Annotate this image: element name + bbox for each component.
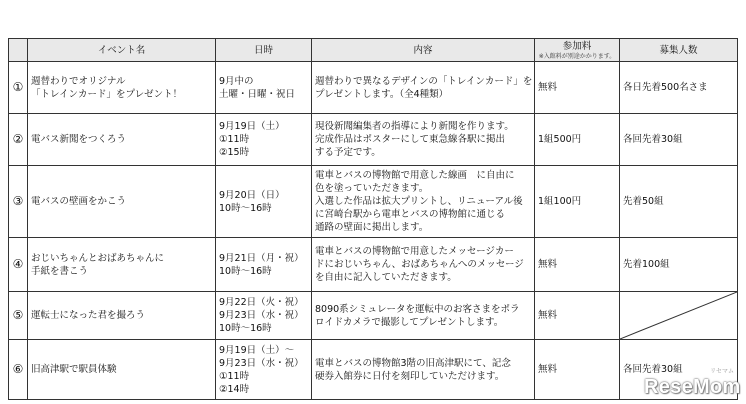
content-line: ドにおじいちゃん、おばあちゃんへのメッセージ: [315, 259, 524, 270]
date-cell: [216, 238, 312, 292]
header-date: 日時: [216, 39, 312, 62]
event-name-line: 電バスの壁画をかこう: [31, 196, 127, 207]
date-line: 9月19日（土）: [219, 121, 285, 132]
content-line: プレゼントします。（全4種類）: [315, 88, 449, 100]
capacity-cell: 各回先着30組: [620, 340, 738, 400]
content-line: 週替わりで異なるデザインの「トレインカード」を: [315, 75, 533, 87]
fee-cell: 無料: [535, 238, 620, 292]
capacity-cell-empty: [620, 292, 738, 340]
content-line: 色を塗っていただきます。: [315, 183, 429, 194]
table-row: [9, 238, 738, 292]
date-cell: [216, 340, 312, 400]
date-cell: [216, 292, 312, 340]
date-line: 10時～16時: [219, 323, 272, 334]
header-number: [9, 39, 28, 62]
event-name-line: おじいちゃんとおばあちゃんに: [31, 252, 165, 264]
date-line: 10時～16時: [219, 202, 272, 214]
diagonal-strike: [620, 292, 737, 339]
logo-ruby: リセマム: [710, 368, 734, 375]
row-number: ④: [9, 238, 28, 292]
content-cell: [312, 340, 535, 400]
header-fee-note: ※入館料が別途かかります。: [538, 52, 616, 60]
fee-cell: 無料: [535, 62, 620, 114]
content-line: 電車とバスの博物館3階の旧高津駅にて、記念: [315, 357, 511, 369]
date-line: ②14時: [219, 383, 250, 395]
fee-cell: 無料: [535, 292, 620, 340]
content-line: 完成作品はポスターにして東急線各駅に掲出: [315, 134, 506, 145]
content-line: 入選した作品は拡大プリントし、リニューアル後: [315, 196, 523, 207]
event-name-cell: [28, 166, 216, 238]
content-line: 8090系シミュレータを運転中のお客さまをポラ: [315, 303, 520, 315]
content-line: に宮崎台駅から電車とバスの博物館に通じる: [315, 209, 506, 220]
content-cell: [312, 292, 535, 340]
date-line: 9月19日（土）～: [219, 344, 295, 356]
table-row: [9, 166, 738, 238]
capacity-cell: 各回先着30組: [620, 114, 738, 166]
content-cell: [312, 114, 535, 166]
table-row: [9, 292, 738, 340]
content-cell: [312, 238, 535, 292]
fee-cell: 無料: [535, 340, 620, 400]
row-number: ①: [9, 62, 28, 114]
date-line: 土曜・日曜・祝日: [219, 88, 296, 100]
date-line: 9月21日（月・祝）: [219, 252, 304, 264]
table-row: [9, 62, 738, 114]
date-line: ①11時: [219, 370, 250, 382]
date-line: ①11時: [219, 134, 250, 145]
event-name-cell: [28, 292, 216, 340]
date-line: 9月23日（水・祝）: [219, 357, 304, 369]
capacity-cell: 先着100組: [620, 238, 738, 292]
event-name-cell: [28, 62, 216, 114]
content-line: する予定です。: [315, 147, 381, 158]
content-line: 電車とバスの博物館で用意したメッセージカー: [315, 246, 514, 257]
content-cell: [312, 166, 535, 238]
table-row: [9, 114, 738, 166]
date-line: 9月中の: [219, 75, 254, 87]
row-number: ⑥: [9, 340, 28, 400]
content-line: 現役新聞編集者の指導により新聞を作ります。: [315, 121, 514, 132]
content-line: を自由に記入していただきます。: [315, 272, 457, 283]
event-name-line: 電バス新聞をつくろう: [31, 134, 127, 145]
event-name-line: 運転士になった君を撮ろう: [31, 310, 146, 321]
table-row: [9, 340, 738, 400]
row-number: ③: [9, 166, 28, 238]
content-line: 電車とバスの博物館で用意した線画 に自由に: [315, 170, 515, 181]
table-header-row: [9, 39, 738, 62]
capacity-cell: 各日先着500名さま: [620, 62, 738, 114]
header-fee-label: 参加料: [562, 40, 592, 52]
row-number: ⑤: [9, 292, 28, 340]
event-name-line: 週替わりでオリジナル: [31, 75, 126, 87]
event-name-line: 旧高津駅で駅員体験: [31, 364, 117, 375]
event-name-cell: [28, 114, 216, 166]
event-name-cell: [28, 238, 216, 292]
date-cell: [216, 114, 312, 166]
fee-cell: 1組500円: [535, 114, 620, 166]
date-line: ②15時: [219, 147, 250, 158]
event-name-line: 「トレインカード」をプレゼント！: [31, 88, 183, 100]
content-line: ロイドカメラで撮影してプレゼントします。: [315, 316, 504, 328]
content-line: 通路の壁面に掲出します。: [315, 222, 429, 233]
date-line: 9月20日（日）: [219, 189, 285, 201]
date-line: 9月23日（水・祝）: [219, 310, 304, 321]
capacity-cell: 先着50組: [620, 166, 738, 238]
date-line: 9月22日（火・祝）: [219, 297, 304, 308]
fee-cell: 1組100円: [535, 166, 620, 238]
date-cell: [216, 62, 312, 114]
row-number: ②: [9, 114, 28, 166]
header-content: 内容: [312, 39, 535, 62]
event-name-cell: [28, 340, 216, 400]
date-line: 10時～16時: [219, 265, 272, 277]
content-cell: [312, 62, 535, 114]
header-capacity: 募集人数: [620, 39, 738, 62]
logo-text: ReseMom: [644, 376, 741, 398]
header-fee: [535, 39, 620, 62]
date-cell: [216, 166, 312, 238]
content-line: 硬券入館券に日付を刻印していただけます。: [315, 370, 505, 382]
event-name-line: 手紙を書こう: [31, 265, 89, 277]
header-event-name: イベント名: [28, 39, 216, 62]
events-table: [8, 38, 738, 400]
